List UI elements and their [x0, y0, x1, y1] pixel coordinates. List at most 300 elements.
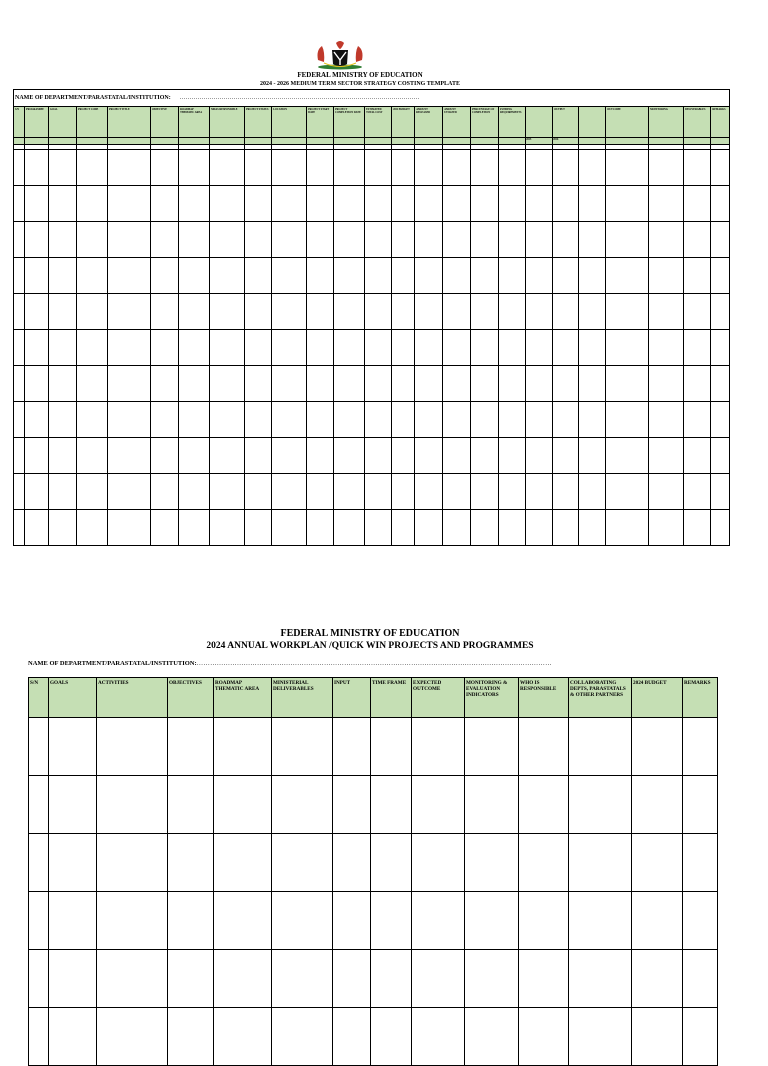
- table-cell: [210, 186, 245, 222]
- table-cell: [415, 150, 443, 186]
- column-header: S/N: [29, 678, 49, 718]
- table-cell: [415, 438, 443, 474]
- table-cell: [553, 438, 579, 474]
- table-cell: [499, 186, 526, 222]
- table-cell: [711, 402, 730, 438]
- coat-of-arms-icon: [312, 40, 368, 70]
- table-cell: [684, 366, 711, 402]
- table-cell: [579, 258, 606, 294]
- column-header: REMARKS: [683, 678, 718, 718]
- column-subheader: [499, 138, 526, 145]
- column-header: GOALS: [49, 678, 97, 718]
- table-cell: [14, 330, 25, 366]
- column-header: WHO IS RESPONSIBLE: [519, 678, 569, 718]
- table-cell: [471, 150, 499, 186]
- table-cell: [471, 330, 499, 366]
- table-cell: [684, 330, 711, 366]
- table-cell: [371, 776, 412, 834]
- table-cell: [272, 776, 333, 834]
- table-cell: [49, 222, 77, 258]
- table-cell: [307, 510, 334, 546]
- table-cell: [526, 510, 553, 546]
- template2-department-line: [28, 660, 552, 667]
- template1-ministry-title: FEDERAL MINISTRY OF EDUCATION: [297, 71, 423, 79]
- template1-department-end: [711, 90, 730, 107]
- table-cell: [526, 150, 553, 186]
- table-cell: [108, 222, 151, 258]
- table-cell: [579, 222, 606, 258]
- table-cell: [272, 258, 307, 294]
- column-header: REMARKS: [711, 107, 730, 138]
- table-cell: [25, 402, 49, 438]
- table-cell: [415, 330, 443, 366]
- table-row: [29, 718, 718, 776]
- template1-department-label: NAME OF DEPARTMENT/PARASTATAL/INSTITUTION:: [14, 90, 179, 107]
- table-cell: [684, 186, 711, 222]
- column-subheader: [415, 138, 443, 145]
- table-cell: [683, 892, 718, 950]
- table-cell: [443, 294, 471, 330]
- table-cell: [49, 258, 77, 294]
- table-cell: [334, 222, 365, 258]
- table-cell: [526, 258, 553, 294]
- column-subheader: [606, 138, 649, 145]
- table-cell: [25, 366, 49, 402]
- table-cell: [272, 294, 307, 330]
- table-cell: [214, 718, 272, 776]
- template1-subtitle: 2024 - 2026 MEDIUM TERM SECTOR STRATEGY COSTING TEMPLATE: [260, 81, 460, 87]
- table-cell: [465, 718, 519, 776]
- table-cell: [307, 402, 334, 438]
- table-cell: [168, 950, 214, 1008]
- table-cell: [333, 1008, 371, 1066]
- table-cell: [519, 776, 569, 834]
- table-cell: [632, 1008, 683, 1066]
- table-row: [29, 950, 718, 1008]
- table-cell: [443, 402, 471, 438]
- template2-ministry-title: FEDERAL MINISTRY OF EDUCATION: [280, 628, 460, 639]
- table-cell: [168, 1008, 214, 1066]
- table-cell: [214, 776, 272, 834]
- column-header: S/N: [14, 107, 25, 138]
- table-cell: [711, 366, 730, 402]
- table-cell: [97, 776, 168, 834]
- table-cell: [29, 892, 49, 950]
- table-cell: [649, 366, 684, 402]
- table-cell: [579, 150, 606, 186]
- table-cell: [471, 474, 499, 510]
- column-header: [526, 107, 553, 138]
- table-cell: [307, 366, 334, 402]
- table-cell: [683, 1008, 718, 1066]
- table-cell: [77, 330, 108, 366]
- table-cell: [365, 438, 392, 474]
- table-cell: [179, 402, 210, 438]
- table-cell: [371, 718, 412, 776]
- table-cell: [365, 510, 392, 546]
- table-row: [14, 402, 730, 438]
- column-header: MDAS RESPONSIBLE: [210, 107, 245, 138]
- table-cell: [415, 294, 443, 330]
- table-cell: [392, 186, 415, 222]
- table-cell: [412, 718, 465, 776]
- column-header: MONITORING: [649, 107, 684, 138]
- table-cell: [179, 186, 210, 222]
- table-cell: [77, 258, 108, 294]
- table-cell: [711, 438, 730, 474]
- table-cell: [151, 150, 179, 186]
- table-cell: [272, 1008, 333, 1066]
- table-cell: [97, 834, 168, 892]
- table-cell: [214, 1008, 272, 1066]
- table-cell: [526, 474, 553, 510]
- table-cell: [499, 438, 526, 474]
- table-cell: [49, 474, 77, 510]
- table-cell: [307, 258, 334, 294]
- table-cell: [97, 892, 168, 950]
- table-cell: [553, 366, 579, 402]
- column-header: PROJECT TITLE: [108, 107, 151, 138]
- column-subheader: [272, 138, 307, 145]
- table-cell: [711, 222, 730, 258]
- table-cell: [371, 834, 412, 892]
- table-cell: [499, 366, 526, 402]
- table-cell: [14, 366, 25, 402]
- table-cell: [465, 776, 519, 834]
- column-header: OUTCOME: [606, 107, 649, 138]
- table-cell: [108, 150, 151, 186]
- table-cell: [245, 258, 272, 294]
- table-cell: [245, 330, 272, 366]
- table-cell: [168, 776, 214, 834]
- table-row: [14, 294, 730, 330]
- table-cell: [214, 834, 272, 892]
- table-cell: [711, 258, 730, 294]
- table-cell: [443, 366, 471, 402]
- table-cell: [569, 950, 632, 1008]
- table-cell: [606, 366, 649, 402]
- column-header: AMOUNT UTILIZED: [443, 107, 471, 138]
- table-cell: [471, 222, 499, 258]
- column-header: PROJECT CODE: [77, 107, 108, 138]
- table-cell: [14, 150, 25, 186]
- table-cell: [392, 258, 415, 294]
- table-cell: [365, 186, 392, 222]
- table-cell: [108, 294, 151, 330]
- table-cell: [443, 150, 471, 186]
- table-cell: [569, 892, 632, 950]
- table-cell: [210, 510, 245, 546]
- table-cell: [179, 438, 210, 474]
- table-cell: [245, 510, 272, 546]
- table-cell: [179, 330, 210, 366]
- table-cell: [649, 474, 684, 510]
- table-cell: [371, 892, 412, 950]
- table-cell: [553, 510, 579, 546]
- table-cell: [333, 892, 371, 950]
- table-cell: [77, 438, 108, 474]
- template1-department-dots: …………………………………………………………………………………………………………: [179, 90, 711, 107]
- table-cell: [711, 294, 730, 330]
- column-header: COLLABORATING DEPTS, PARASTATALS & OTHER PARTNERS: [569, 678, 632, 718]
- table-row: [29, 1008, 718, 1066]
- table-cell: [519, 1008, 569, 1066]
- table-cell: [307, 150, 334, 186]
- table-cell: [14, 474, 25, 510]
- table-cell: [392, 438, 415, 474]
- table-cell: [553, 330, 579, 366]
- table-cell: [307, 330, 334, 366]
- table-cell: [606, 294, 649, 330]
- column-header: 2024 BUDGET: [632, 678, 683, 718]
- table-cell: [392, 474, 415, 510]
- table-cell: [365, 330, 392, 366]
- table-cell: [683, 950, 718, 1008]
- table-cell: [151, 222, 179, 258]
- table-row: [14, 222, 730, 258]
- column-header: ROADMAP THEMATIC AREA: [179, 107, 210, 138]
- table-cell: [210, 330, 245, 366]
- table-cell: [606, 438, 649, 474]
- table-cell: [333, 776, 371, 834]
- table-cell: [97, 1008, 168, 1066]
- table-cell: [499, 150, 526, 186]
- table-cell: [499, 258, 526, 294]
- table-cell: [49, 294, 77, 330]
- table-row: [14, 330, 730, 366]
- table-cell: [179, 510, 210, 546]
- table-cell: [579, 474, 606, 510]
- table-cell: [415, 222, 443, 258]
- table-cell: [97, 950, 168, 1008]
- table-cell: [499, 510, 526, 546]
- table-cell: [526, 402, 553, 438]
- column-header: MONITORING & EVALUATION INDICATORS: [465, 678, 519, 718]
- column-header: PROGRAMME: [25, 107, 49, 138]
- table-cell: [25, 330, 49, 366]
- table-cell: [519, 950, 569, 1008]
- column-header: DELIVERABLES: [684, 107, 711, 138]
- table-cell: [392, 402, 415, 438]
- template1-department-row: [14, 90, 730, 107]
- table-cell: [168, 892, 214, 950]
- table-cell: [415, 402, 443, 438]
- table-cell: [272, 718, 333, 776]
- table-cell: [214, 892, 272, 950]
- table-cell: [519, 892, 569, 950]
- table-row: [14, 258, 730, 294]
- template2-department-dots: ……………………………………………………………………………………………………………………………………………: [196, 660, 552, 667]
- column-header: ACTIVITIES: [97, 678, 168, 718]
- table-cell: [684, 510, 711, 546]
- column-header: MINISTERIAL DELIVERABLES: [272, 678, 333, 718]
- table-cell: [49, 150, 77, 186]
- table-cell: [392, 330, 415, 366]
- table-cell: [334, 366, 365, 402]
- table-cell: [179, 294, 210, 330]
- table-cell: [334, 258, 365, 294]
- table-cell: [606, 222, 649, 258]
- annual-workplan-table: [28, 677, 718, 1066]
- table-cell: [272, 330, 307, 366]
- column-header: OUTPUT: [553, 107, 579, 138]
- table-cell: [333, 950, 371, 1008]
- table-cell: [412, 892, 465, 950]
- column-subheader: [14, 138, 25, 145]
- table-cell: [210, 258, 245, 294]
- table-cell: [210, 294, 245, 330]
- table-cell: [333, 834, 371, 892]
- table-cell: [684, 474, 711, 510]
- table-cell: [649, 186, 684, 222]
- table-cell: [179, 366, 210, 402]
- table-cell: [365, 366, 392, 402]
- table-cell: [526, 294, 553, 330]
- table-cell: [569, 834, 632, 892]
- column-header: 2024 BUDGET: [392, 107, 415, 138]
- table-cell: [29, 834, 49, 892]
- column-subheader: [307, 138, 334, 145]
- table-cell: [649, 258, 684, 294]
- table-cell: [579, 510, 606, 546]
- table-cell: [151, 366, 179, 402]
- table-cell: [25, 294, 49, 330]
- table-cell: [471, 294, 499, 330]
- table-cell: [499, 402, 526, 438]
- table-cell: [307, 294, 334, 330]
- table-cell: [25, 186, 49, 222]
- table-cell: [108, 366, 151, 402]
- table-cell: [499, 474, 526, 510]
- column-header: FUNDING REQUIREMENTS: [499, 107, 526, 138]
- table-cell: [272, 402, 307, 438]
- column-subheader: [151, 138, 179, 145]
- table-cell: [606, 186, 649, 222]
- table-cell: [210, 150, 245, 186]
- column-subheader: [334, 138, 365, 145]
- table-cell: [14, 186, 25, 222]
- table-cell: [606, 330, 649, 366]
- table-cell: [49, 366, 77, 402]
- table-cell: [684, 258, 711, 294]
- table-cell: [49, 776, 97, 834]
- table-cell: [683, 776, 718, 834]
- column-header: INPUT: [333, 678, 371, 718]
- table-cell: [307, 222, 334, 258]
- column-header: GOAL: [49, 107, 77, 138]
- table-cell: [684, 150, 711, 186]
- table-cell: [210, 438, 245, 474]
- column-subheader: [245, 138, 272, 145]
- table-cell: [465, 834, 519, 892]
- table-cell: [711, 510, 730, 546]
- table-cell: [471, 438, 499, 474]
- column-subheader: [471, 138, 499, 145]
- table-cell: [519, 718, 569, 776]
- table-cell: [415, 366, 443, 402]
- table-cell: [210, 402, 245, 438]
- table-cell: [415, 258, 443, 294]
- table-cell: [334, 474, 365, 510]
- table-cell: [272, 438, 307, 474]
- table-cell: [392, 294, 415, 330]
- column-header: ROADMAP THEMATIC AREA: [214, 678, 272, 718]
- table-cell: [649, 402, 684, 438]
- table-cell: [392, 366, 415, 402]
- table-cell: [579, 366, 606, 402]
- column-subheader: [649, 138, 684, 145]
- table-cell: [14, 258, 25, 294]
- column-header: PROJECT STATUS: [245, 107, 272, 138]
- column-subheader: [579, 138, 606, 145]
- table-cell: [210, 474, 245, 510]
- mtss-costing-table: [13, 89, 730, 546]
- table-cell: [471, 258, 499, 294]
- table-cell: [77, 186, 108, 222]
- table-cell: [14, 402, 25, 438]
- table-cell: [272, 510, 307, 546]
- table-cell: [14, 510, 25, 546]
- table-cell: [272, 366, 307, 402]
- table-cell: [25, 222, 49, 258]
- column-subheader: [392, 138, 415, 145]
- table-cell: [499, 330, 526, 366]
- table-cell: [29, 950, 49, 1008]
- table-cell: [365, 294, 392, 330]
- table-cell: [579, 438, 606, 474]
- table-cell: [553, 402, 579, 438]
- table-cell: [471, 186, 499, 222]
- table-cell: [245, 222, 272, 258]
- table-cell: [465, 1008, 519, 1066]
- table-row: [14, 150, 730, 186]
- table-cell: [151, 258, 179, 294]
- table-cell: [392, 510, 415, 546]
- table-cell: [334, 510, 365, 546]
- table-cell: [168, 834, 214, 892]
- column-subheader: [25, 138, 49, 145]
- column-subheader: [108, 138, 151, 145]
- table-cell: [443, 510, 471, 546]
- table-cell: [365, 258, 392, 294]
- table-cell: [684, 222, 711, 258]
- table-row: [29, 834, 718, 892]
- table-cell: [465, 950, 519, 1008]
- table-cell: [412, 950, 465, 1008]
- table-cell: [307, 438, 334, 474]
- table-cell: [29, 1008, 49, 1066]
- table-cell: [108, 474, 151, 510]
- column-header: PROJECT START DATE: [307, 107, 334, 138]
- table-cell: [214, 950, 272, 1008]
- table-cell: [412, 776, 465, 834]
- table-cell: [443, 330, 471, 366]
- table-cell: [272, 474, 307, 510]
- table-cell: [29, 718, 49, 776]
- table-cell: [77, 474, 108, 510]
- table-cell: [151, 474, 179, 510]
- table-cell: [553, 150, 579, 186]
- table-cell: [333, 718, 371, 776]
- table-cell: [272, 892, 333, 950]
- column-subheader: 2025: [526, 138, 553, 145]
- table-cell: [499, 222, 526, 258]
- table-cell: [334, 294, 365, 330]
- table-row: [14, 474, 730, 510]
- table-cell: [632, 950, 683, 1008]
- table-cell: [684, 294, 711, 330]
- table-cell: [179, 222, 210, 258]
